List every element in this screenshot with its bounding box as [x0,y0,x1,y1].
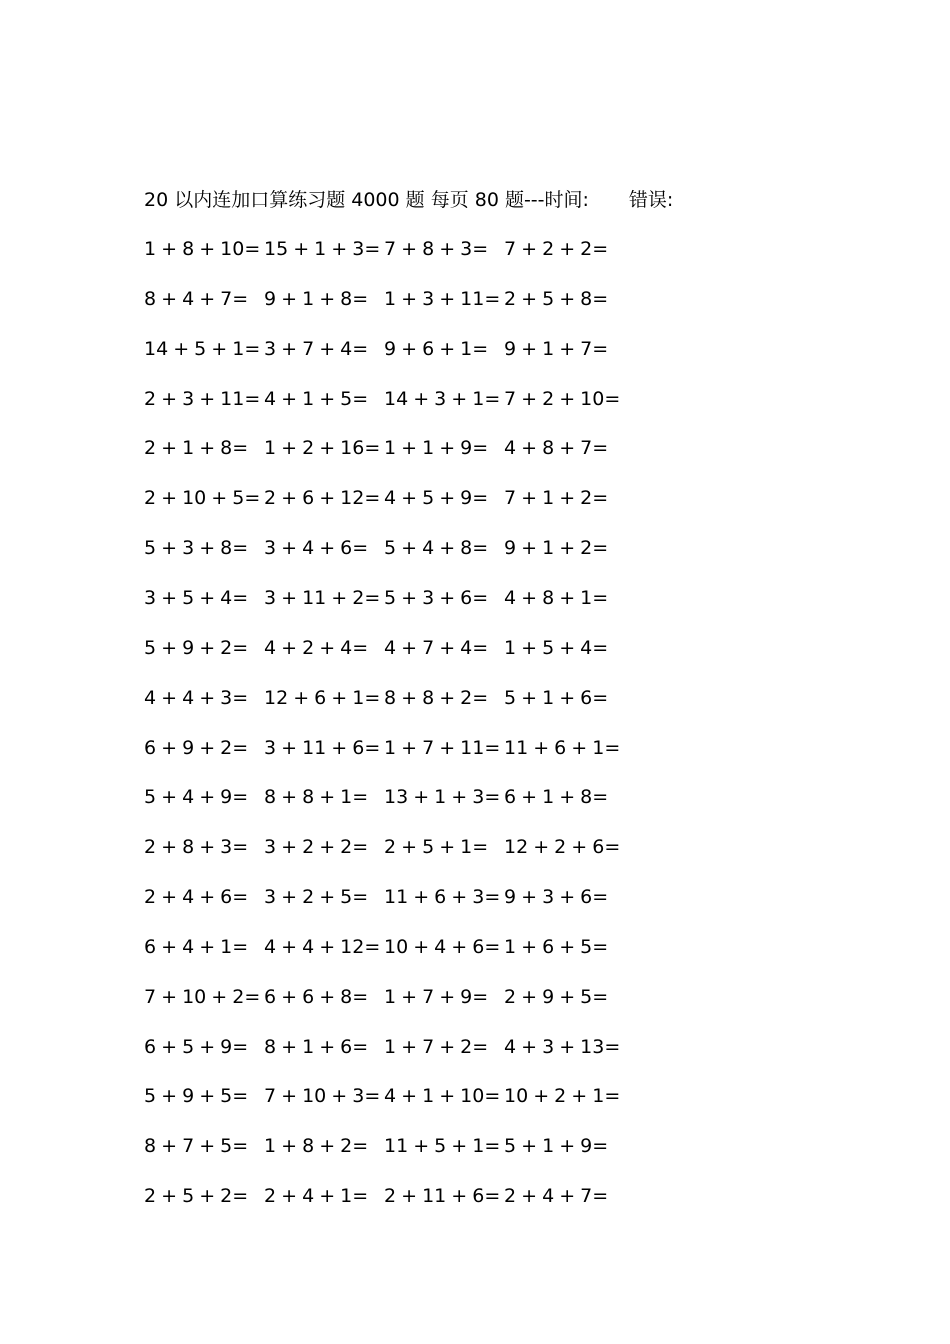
problem-item: 9 + 1 + 7= [504,338,609,360]
problem-item: 7 + 2 + 10= [504,388,621,410]
problem-item: 2 + 9 + 5= [504,986,609,1008]
problem-item: 5 + 3 + 6= [384,587,489,609]
problem-item: 2 + 5 + 8= [504,288,609,310]
problem-item: 12 + 6 + 1= [264,687,381,709]
problem-item: 2 + 4 + 1= [264,1185,369,1207]
problem-item: 1 + 3 + 11= [384,288,501,310]
problem-item: 14 + 3 + 1= [384,388,501,410]
problem-item: 2 + 5 + 2= [144,1185,249,1207]
problem-item: 2 + 10 + 5= [144,487,261,509]
problem-item: 3 + 2 + 5= [264,886,369,908]
problem-item: 4 + 8 + 1= [504,587,609,609]
problem-item: 13 + 1 + 3= [384,786,501,808]
problem-item: 4 + 7 + 4= [384,637,489,659]
problem-item: 3 + 11 + 2= [264,587,381,609]
problem-item: 4 + 1 + 5= [264,388,369,410]
problem-item: 3 + 4 + 6= [264,537,369,559]
problem-item: 8 + 8 + 1= [264,786,369,808]
problem-item: 5 + 4 + 8= [384,537,489,559]
problem-item: 3 + 11 + 6= [264,737,381,759]
title-errors: 错误: [628,189,674,211]
problem-item: 4 + 2 + 4= [264,637,369,659]
problem-item: 5 + 3 + 8= [144,537,249,559]
problem-item: 8 + 7 + 5= [144,1135,249,1157]
problem-item: 5 + 9 + 2= [144,637,249,659]
problem-item: 6 + 9 + 2= [144,737,249,759]
problem-item: 1 + 5 + 4= [504,637,609,659]
problem-item: 8 + 1 + 6= [264,1036,369,1058]
problem-item: 5 + 1 + 6= [504,687,609,709]
problem-item: 6 + 6 + 8= [264,986,369,1008]
problem-item: 2 + 8 + 3= [144,836,249,858]
problem-item: 3 + 2 + 2= [264,836,369,858]
problem-item: 6 + 4 + 1= [144,936,249,958]
problem-item: 3 + 7 + 4= [264,338,369,360]
problem-item: 5 + 1 + 9= [504,1135,609,1157]
problem-item: 1 + 6 + 5= [504,936,609,958]
problem-item: 6 + 1 + 8= [504,786,609,808]
problem-item: 12 + 2 + 6= [504,836,621,858]
problem-item: 7 + 8 + 3= [384,238,489,260]
problem-item: 7 + 1 + 2= [504,487,609,509]
worksheet-title [144,186,673,214]
problem-item: 8 + 8 + 2= [384,687,489,709]
problem-item: 1 + 7 + 2= [384,1036,489,1058]
problem-item: 4 + 8 + 7= [504,437,609,459]
problem-item: 1 + 8 + 2= [264,1135,369,1157]
problem-item: 6 + 5 + 9= [144,1036,249,1058]
problem-item: 11 + 6 + 3= [384,886,501,908]
problem-item: 10 + 2 + 1= [504,1085,621,1107]
problem-item: 4 + 4 + 3= [144,687,249,709]
problem-item: 4 + 3 + 13= [504,1036,621,1058]
problem-item: 2 + 11 + 6= [384,1185,501,1207]
problem-item: 8 + 4 + 7= [144,288,249,310]
problem-item: 11 + 5 + 1= [384,1135,501,1157]
problem-item: 1 + 1 + 9= [384,437,489,459]
problem-item: 3 + 5 + 4= [144,587,249,609]
problem-item: 1 + 8 + 10= [144,238,261,260]
problem-item: 1 + 7 + 9= [384,986,489,1008]
problem-item: 9 + 3 + 6= [504,886,609,908]
problem-item: 5 + 4 + 9= [144,786,249,808]
problem-item: 2 + 5 + 1= [384,836,489,858]
problem-item: 2 + 3 + 11= [144,388,261,410]
problem-item: 9 + 1 + 8= [264,288,369,310]
problem-item: 2 + 4 + 7= [504,1185,609,1207]
problem-item: 7 + 10 + 2= [144,986,261,1008]
problem-item: 7 + 10 + 3= [264,1085,381,1107]
problem-item: 5 + 9 + 5= [144,1085,249,1107]
problem-item: 4 + 5 + 9= [384,487,489,509]
problem-item: 2 + 4 + 6= [144,886,249,908]
problem-item: 2 + 1 + 8= [144,437,249,459]
problem-item: 10 + 4 + 6= [384,936,501,958]
problem-item: 1 + 2 + 16= [264,437,381,459]
problem-item: 11 + 6 + 1= [504,737,621,759]
problem-item: 14 + 5 + 1= [144,338,261,360]
problem-item: 9 + 6 + 1= [384,338,489,360]
problem-item: 4 + 4 + 12= [264,936,381,958]
problem-item: 1 + 7 + 11= [384,737,501,759]
problem-item: 9 + 1 + 2= [504,537,609,559]
problem-item: 15 + 1 + 3= [264,238,381,260]
problem-item: 4 + 1 + 10= [384,1085,501,1107]
problem-item: 7 + 2 + 2= [504,238,609,260]
title-main: 20 以内连加口算练习题 4000 题 每页 80 题---时间: [144,189,589,211]
problem-item: 2 + 6 + 12= [264,487,381,509]
